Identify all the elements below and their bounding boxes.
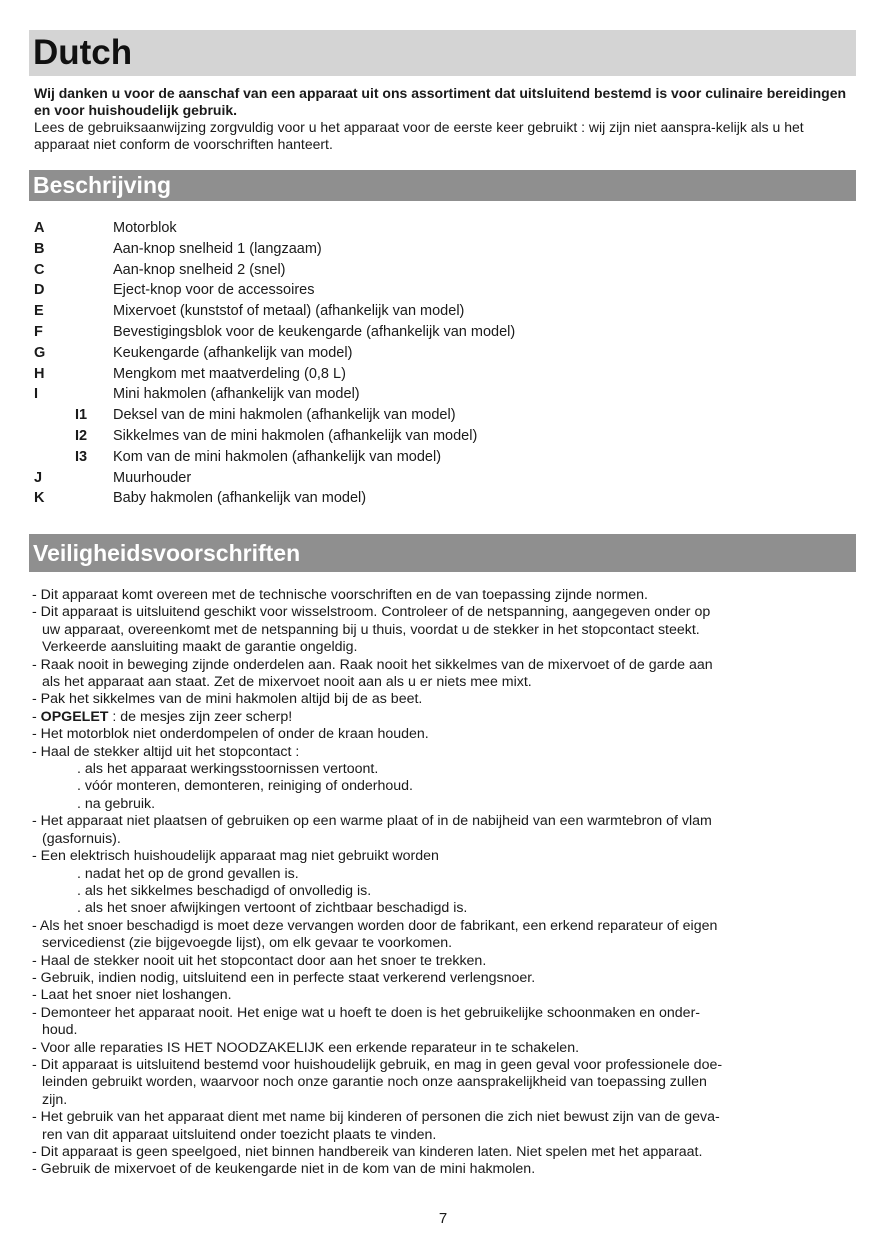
- intro-paragraph: [34, 85, 856, 153]
- part-row: [34, 426, 834, 447]
- rule-text: Raak nooit in beweging zijnde onderdelen aan. Raak nooit het sikkelmes van de mixervoet of de garde aan: [40, 656, 713, 673]
- rule-text: (gasfornuis).: [42, 830, 121, 847]
- rule-text: Een elektrisch huishoudelijk apparaat mag niet gebruikt worden: [40, 848, 439, 865]
- rule-text: Voor alle reparaties IS HET NOODZAKELIJK een erkende reparateur in te schakelen.: [40, 1039, 580, 1056]
- parts-list: [34, 218, 834, 509]
- rule-text: servicedienst (zie bijgevoegde lijst), om elk gevaar te voorkomen.: [42, 935, 453, 952]
- safety-rule-continuation: [42, 639, 854, 656]
- rule-text: Haal de stekker altijd uit het stopcontact :: [40, 743, 300, 760]
- part-row: [34, 218, 834, 239]
- safety-rule: - Het motorblok niet onderdompelen of onder de kraan houden.: [32, 726, 429, 743]
- safety-title: Veiligheidsvoorschriften: [33, 540, 301, 566]
- rule-text: Het apparaat niet plaatsen of gebruiken op een warme plaat of in de nabijheid van een warmtebron of vlam: [40, 813, 712, 830]
- safety-rule-continuation: [42, 622, 854, 639]
- part-letter: G: [34, 344, 46, 361]
- safety-sub-item: . vóór monteren, demonteren, reiniging of onderhoud.: [77, 778, 413, 795]
- language-title: Dutch: [33, 33, 133, 72]
- part-row: [34, 405, 834, 426]
- part-letter: I: [34, 386, 39, 403]
- part-text: Keukengarde (afhankelijk van model): [113, 344, 353, 361]
- part-row: [34, 260, 834, 281]
- part-row: [34, 322, 834, 343]
- intro-bold-text: Wij danken u voor de aanschaf van een apparaat uit ons assortiment dat uitsluitend bestemd is voor culinaire bereidingen en voor huishoudelijk gebruik.: [34, 85, 847, 118]
- safety-sub-item: . na gebruik.: [77, 795, 156, 812]
- rule-text: uw apparaat, overeenkomt met de netspanning bij u thuis, voordat u de stekker in het stopcontact steekt.: [42, 621, 700, 638]
- part-letter: D: [34, 282, 45, 299]
- page-number: 7: [438, 1210, 448, 1227]
- rule-text: Als het snoer beschadigd is moet deze vervangen worden door de fabrikant, een erkend reparateur of eigen: [39, 917, 718, 934]
- safety-rule: - Dit apparaat komt overeen met de technische voorschriften en de van toepassing zijnde normen.: [32, 587, 648, 603]
- part-letter: C: [34, 261, 45, 278]
- safety-rule: - Laat het snoer niet loshangen.: [32, 987, 232, 1004]
- safety-rule: - Een elektrisch huishoudelijk apparaat mag niet gebruikt worden: [32, 848, 439, 865]
- safety-rule: - Haal de stekker altijd uit het stopcontact :: [32, 743, 300, 760]
- intro-text: Lees de gebruiksaanwijzing zorgvuldig voor u het apparaat voor de eerste keer gebruikt : wij zijn niet aanspra-kelijk als u het apparaat niet conform de voorschriften hanteert.: [34, 119, 804, 152]
- part-text: Aan-knop snelheid 2 (snel): [113, 261, 286, 278]
- part-row: [34, 468, 834, 489]
- safety-rule: - Voor alle reparaties IS HET NOODZAKELIJK een erkende reparateur in te schakelen.: [32, 1039, 580, 1056]
- rule-text: als het apparaat aan staat. Zet de mixervoet nooit aan als u er niets mee mixt.: [42, 674, 532, 691]
- safety-sub-item: . als het apparaat werkingsstoornissen vertoont.: [77, 761, 379, 778]
- rule-text: Gebruik, indien nodig, uitsluitend een in perfecte staat verkerend verlengsnoer.: [40, 969, 536, 986]
- part-row: [34, 239, 834, 260]
- rule-text: leinden gebruikt worden, waarvoor noch onze garantie noch onze aansprakelijkheid van toepassing zullen: [42, 1074, 707, 1091]
- safety-rule-continuation: [42, 674, 854, 691]
- part-row: [34, 488, 834, 509]
- safety-rule-continuation: [42, 935, 854, 952]
- part-letter: J: [34, 469, 43, 486]
- language-header-bar: [29, 30, 856, 76]
- safety-rule: - Als het snoer beschadigd is moet deze vervangen worden door de fabrikant, een erkend reparateur of eigen: [32, 917, 718, 934]
- part-letter: E: [34, 303, 44, 320]
- part-row: [34, 384, 834, 405]
- part-row: [34, 364, 834, 385]
- safety-rule-continuation: [42, 1092, 854, 1109]
- rule-text: : de mesjes zijn zeer scherp!: [108, 708, 293, 725]
- rule-text: Dit apparaat is geen speelgoed, niet binnen handbereik van kinderen laten. Niet spelen met het apparaat.: [40, 1144, 703, 1160]
- safety-rule: - Pak het sikkelmes van de mini hakmolen altijd bij de as beet.: [32, 691, 423, 708]
- rule-text: Pak het sikkelmes van de mini hakmolen altijd bij de as beet.: [40, 691, 423, 708]
- rule-text: Haal de stekker nooit uit het stopcontact door aan het snoer te trekken.: [40, 952, 487, 969]
- rule-text: Verkeerde aansluiting maakt de garantie ongeldig.: [42, 639, 358, 656]
- safety-rule: - Gebruik, indien nodig, uitsluitend een in perfecte staat verkerend verlengsnoer.: [32, 969, 536, 986]
- rule-text: houd.: [42, 1022, 78, 1039]
- part-letter: A: [34, 220, 45, 236]
- description-section-bar: [29, 170, 856, 201]
- safety-sub-item: . als het sikkelmes beschadigd of onvolledig is.: [77, 882, 372, 899]
- safety-rules-list: [32, 587, 854, 1179]
- safety-rule-continuation: [42, 1127, 854, 1144]
- part-text: Kom van de mini hakmolen (afhankelijk van model): [113, 448, 442, 465]
- safety-rule: - Het gebruik van het apparaat dient met name bij kinderen of personen die zich niet bewust zijn van de geva-: [32, 1109, 720, 1126]
- warning-label: OPGELET: [40, 708, 109, 725]
- part-text: Eject-knop voor de accessoires: [113, 282, 315, 299]
- part-letter: F: [34, 323, 43, 340]
- safety-section-bar: [29, 534, 856, 572]
- safety-rule: - OPGELET : de mesjes zijn zeer scherp!: [32, 708, 293, 725]
- safety-rule: - Dit apparaat is uitsluitend bestemd voor huishoudelijk gebruik, en mag in geen geval voor professionele doe-: [32, 1056, 723, 1073]
- part-text: Motorblok: [113, 220, 177, 236]
- safety-rule: - Demonteer het apparaat nooit. Het enige wat u hoeft te doen is het gebruikelijke schoonmaken en onder-: [32, 1004, 701, 1021]
- safety-rule: - Dit apparaat is uitsluitend geschikt voor wisselstroom. Controleer of de netspanning, aangegeven onder op: [32, 604, 711, 621]
- safety-rule: - Haal de stekker nooit uit het stopcontact door aan het snoer te trekken.: [32, 952, 487, 969]
- part-text: Bevestigingsblok voor de keukengarde (afhankelijk van model): [113, 323, 516, 340]
- rule-text: Gebruik de mixervoet of de keukengarde niet in de kom van de mini hakmolen.: [40, 1161, 536, 1178]
- part-row: [34, 301, 834, 322]
- part-letter: H: [34, 365, 45, 382]
- part-letter: K: [34, 490, 45, 507]
- safety-rule: - Dit apparaat is geen speelgoed, niet binnen handbereik van kinderen laten. Niet spelen met het apparaat.: [32, 1144, 703, 1160]
- safety-rule-continuation: [42, 831, 854, 848]
- safety-rule: - Het apparaat niet plaatsen of gebruiken op een warme plaat of in de nabijheid van een warmtebron of vlam: [32, 813, 712, 830]
- rule-text: Dit apparaat komt overeen met de technische voorschriften en de van toepassing zijnde normen.: [40, 587, 648, 603]
- safety-rule: - Raak nooit in beweging zijnde onderdelen aan. Raak nooit het sikkelmes van de mixervoet of de garde aan: [32, 656, 713, 673]
- part-text: Mengkom met maatverdeling (0,8 L): [113, 365, 346, 382]
- rule-text: Dit apparaat is uitsluitend bestemd voor huishoudelijk gebruik, en mag in geen geval voor professionele doe-: [40, 1056, 723, 1073]
- rule-text: zijn.: [42, 1091, 68, 1108]
- safety-sub-item: . als het snoer afwijkingen vertoont of zichtbaar beschadigd is.: [77, 900, 468, 917]
- part-letter: I1: [75, 407, 88, 424]
- safety-rule-continuation: [42, 1022, 854, 1039]
- part-text: Mixervoet (kunststof of metaal) (afhankelijk van model): [113, 303, 465, 320]
- rule-text: Dit apparaat is uitsluitend geschikt voor wisselstroom. Controleer of de netspanning, aangegeven onder op: [40, 604, 711, 621]
- part-text: Mini hakmolen (afhankelijk van model): [113, 386, 360, 403]
- part-letter: I3: [75, 448, 88, 465]
- part-row: [34, 447, 834, 468]
- rule-text: Demonteer het apparaat nooit. Het enige wat u hoeft te doen is het gebruikelijke schoonmaken en onder-: [40, 1004, 701, 1021]
- part-text: Sikkelmes van de mini hakmolen (afhankelijk van model): [113, 427, 478, 444]
- rule-text: Het gebruik van het apparaat dient met name bij kinderen of personen die zich niet bewust zijn van de geva-: [40, 1109, 720, 1126]
- part-text: Baby hakmolen (afhankelijk van model): [113, 490, 367, 507]
- rule-text: Laat het snoer niet loshangen.: [40, 987, 232, 1004]
- safety-rule-continuation: [42, 1074, 854, 1091]
- part-text: Deksel van de mini hakmolen (afhankelijk van model): [113, 407, 456, 424]
- part-letter: B: [34, 240, 45, 257]
- part-text: Muurhouder: [113, 469, 192, 486]
- description-title: Beschrijving: [33, 172, 172, 198]
- safety-sub-item: . nadat het op de grond gevallen is.: [77, 865, 299, 882]
- safety-rule: - Gebruik de mixervoet of de keukengarde niet in de kom van de mini hakmolen.: [32, 1161, 536, 1178]
- part-letter: I2: [75, 427, 88, 444]
- part-row: [34, 343, 834, 364]
- part-row: [34, 280, 834, 301]
- part-text: Aan-knop snelheid 1 (langzaam): [113, 240, 322, 257]
- rule-text: Het motorblok niet onderdompelen of onder de kraan houden.: [40, 726, 429, 743]
- rule-text: ren van dit apparaat uitsluitend onder toezicht plaats te vinden.: [42, 1126, 437, 1143]
